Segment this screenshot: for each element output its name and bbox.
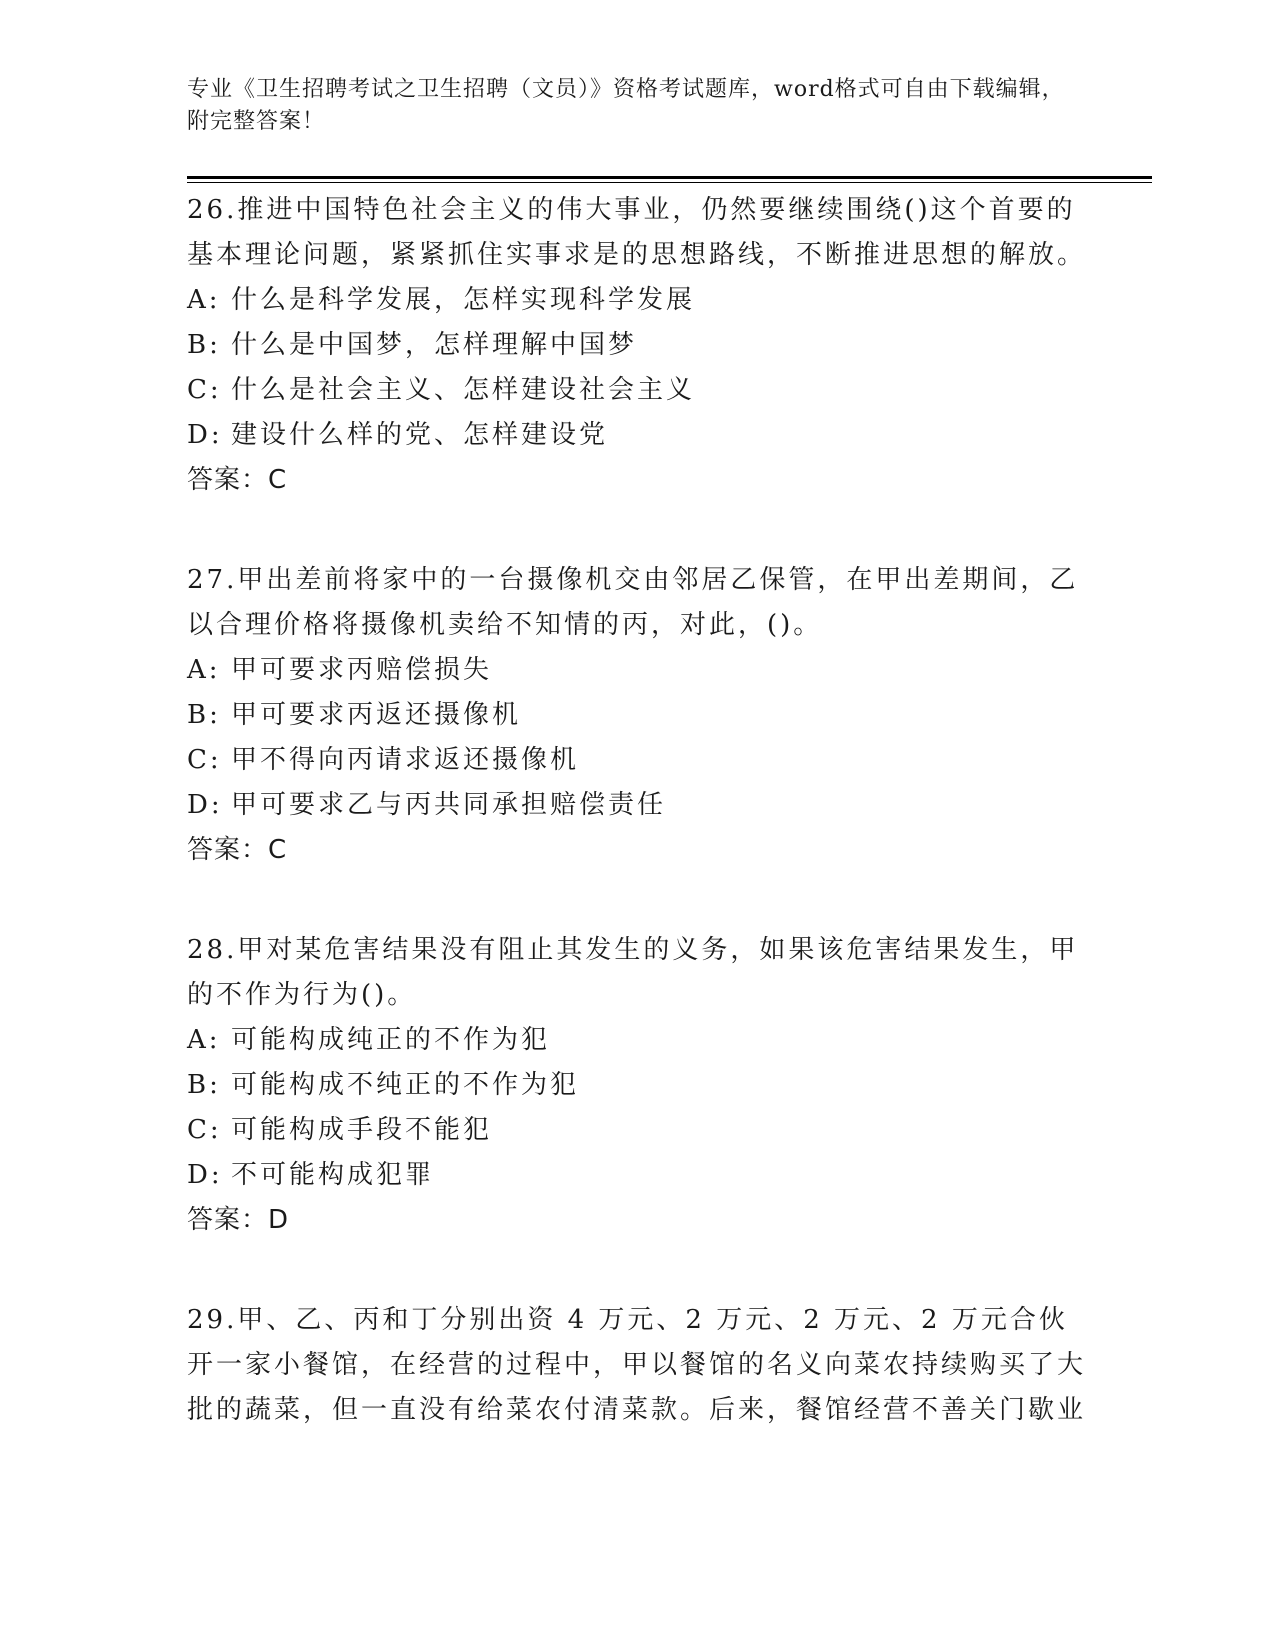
option-letter: A:	[187, 1025, 221, 1055]
option-letter: B:	[187, 330, 221, 360]
answer-label: 答案：D	[187, 1205, 290, 1235]
option-c	[187, 738, 1087, 783]
option-text: 甲可要求乙与丙共同承担赔偿责任	[231, 790, 667, 820]
option-letter: A:	[187, 655, 221, 685]
answer-label: 答案：C	[187, 465, 288, 495]
question-text: 28.甲对某危害结果没有阻止其发生的义务，如果该危害结果发生，甲的不作为行为()。	[187, 935, 1079, 1010]
option-text: 什么是科学发展，怎样实现科学发展	[231, 285, 696, 315]
option-text: 甲不得向丙请求返还摄像机	[231, 745, 580, 775]
document-header	[187, 74, 1067, 138]
option-a	[187, 648, 1087, 693]
option-text: 甲可要求丙赔偿损失	[231, 655, 493, 685]
option-d	[187, 1153, 1087, 1198]
option-text: 什么是中国梦，怎样理解中国梦	[231, 330, 638, 360]
option-a	[187, 1018, 1087, 1063]
option-c	[187, 1108, 1087, 1153]
question-27	[187, 558, 1087, 873]
option-text: 建设什么样的党、怎样建设党	[231, 420, 609, 450]
header-text: 专业《卫生招聘考试之卫生招聘（文员）》资格考试题库，word格式可自由下载编辑，附完整答案！	[187, 77, 1065, 134]
answer-label: 答案：C	[187, 835, 288, 865]
option-letter: A:	[187, 285, 221, 315]
option-text: 不可能构成犯罪	[231, 1160, 435, 1190]
option-b	[187, 693, 1087, 738]
option-c	[187, 368, 1087, 413]
option-d	[187, 783, 1087, 828]
question-text: 29.甲、乙、丙和丁分别出资 4 万元、2 万元、2 万元、2 万元合伙开一家小餐馆，在经营的过程中，甲以餐馆的名义向菜农持续购买了大批的蔬菜，但一直没有给菜农付清菜款。后来，餐馆经营不善关门歇业	[187, 1305, 1087, 1425]
question-28	[187, 928, 1087, 1243]
header-divider-thick	[187, 176, 1152, 179]
question-text: 27.甲出差前将家中的一台摄像机交由邻居乙保管，在甲出差期间，乙以合理价格将摄像机卖给不知情的丙，对此，()。	[187, 565, 1079, 640]
option-text: 可能构成不纯正的不作为犯	[231, 1070, 580, 1100]
question-list	[187, 188, 1087, 1488]
question-29	[187, 1298, 1087, 1433]
option-letter: D:	[187, 420, 223, 450]
option-letter: B:	[187, 700, 221, 730]
option-text: 可能构成手段不能犯	[231, 1115, 493, 1145]
option-letter: D:	[187, 1160, 223, 1190]
option-b	[187, 323, 1087, 368]
option-letter: C:	[187, 375, 222, 405]
option-letter: C:	[187, 1115, 222, 1145]
option-text: 可能构成纯正的不作为犯	[231, 1025, 551, 1055]
option-a	[187, 278, 1087, 323]
header-divider-thin	[187, 182, 1152, 183]
option-d	[187, 413, 1087, 458]
option-letter: B:	[187, 1070, 221, 1100]
option-text: 甲可要求丙返还摄像机	[231, 700, 522, 730]
option-letter: D:	[187, 790, 223, 820]
question-26	[187, 188, 1087, 503]
option-text: 什么是社会主义、怎样建设社会主义	[231, 375, 696, 405]
option-letter: C:	[187, 745, 222, 775]
option-b	[187, 1063, 1087, 1108]
question-text: 26.推进中国特色社会主义的伟大事业，仍然要继续围绕()这个首要的基本理论问题，紧紧抓住实事求是的思想路线，不断推进思想的解放。	[187, 195, 1087, 270]
